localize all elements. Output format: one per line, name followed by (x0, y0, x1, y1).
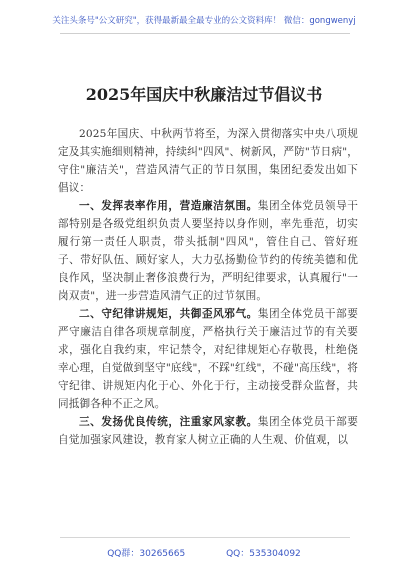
document-body (58, 125, 358, 449)
header-note: 关注头条号"公文研究"，获得最新最全最专业的公文资料库！ 微信：gongwenyj (52, 16, 356, 26)
section-paragraph (58, 305, 358, 413)
document-title: 2025年国庆中秋廉洁过节倡议书 (85, 85, 323, 104)
header-divider (60, 33, 350, 34)
footer-qq: QQ：535304092 (226, 549, 301, 559)
footer-qq-group: QQ群：30265665 (107, 549, 186, 559)
section-heading: 三、发扬优良传统，注重家风家教。 (79, 416, 258, 428)
section-paragraph (58, 197, 358, 305)
intro-paragraph: 2025年国庆、中秋两节将至，为深入贯彻落实中央八项规定及其实施细则精神，持续纠"四风"、树新风，严防"节日病"，守住"廉洁关"，营造风清气正的节日氛围，集团纪委发出如下倡议： (58, 128, 358, 194)
section-heading: 二、守纪律讲规矩，共御歪风邪气。 (79, 308, 258, 320)
section-body: 集团全体党员干部要严守廉洁自律各项规章制度，严格执行关于廉洁过节的有关要求，强化自我约束，牢记禁令，对纪律规矩心存敬畏，杜绝侥幸心理，自觉做到坚守"底线"，不踩"红线"，不碰"高压线"，将守纪律、讲规矩内化于心、外化于行，主动接受群众监督，共同抵御各种不正之风。 (58, 308, 358, 410)
footer (0, 546, 408, 559)
section-heading: 一、发挥表率作用，营造廉洁氛围。 (79, 200, 258, 212)
section-paragraph (58, 413, 358, 449)
footer-divider (60, 537, 350, 538)
section-body: 集团全体党员干部要自觉加强家风建设，教育家人树立正确的人生观、价值观，以 (58, 416, 358, 446)
section-body: 集团全体党员领导干部特别是各级党组织负责人要坚持以身作则，率先垂范，切实履行第一责任人职责，带头抵制"四风"，管住自己、管好班子、带好队伍、顾好家人，大力弘扬勤俭节约的传统美德和优良作风，坚决制止奢侈浪费行为，严明纪律要求，认真履行"一岗双责"，进一步营造风清气正的过节氛围。 (58, 200, 358, 302)
